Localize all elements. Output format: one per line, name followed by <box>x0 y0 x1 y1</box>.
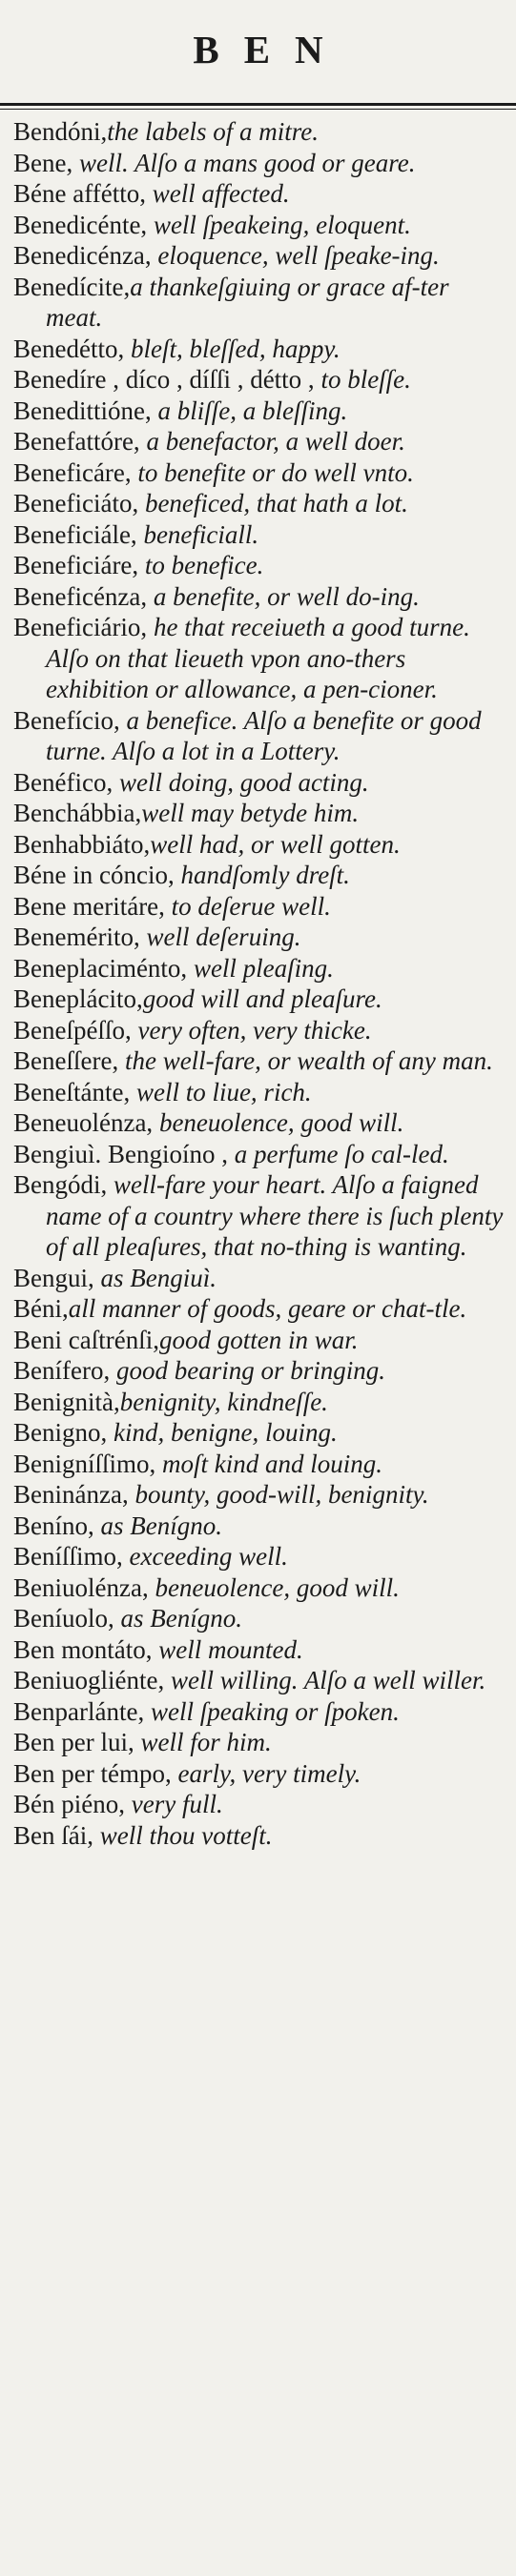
entry-definition: benignity, kindneſſe. <box>119 1387 328 1416</box>
dictionary-entry <box>0 1479 516 1511</box>
entry-definition: a benefice. Alſo a benefite or good turne. Alſo a lot in a Lottery. <box>46 705 482 765</box>
entry-definition: well mounted. <box>158 1634 303 1664</box>
dictionary-entry <box>0 364 516 396</box>
entry-headword: Benífero, <box>13 1356 116 1385</box>
entry-definition: to deſerue well. <box>171 891 331 921</box>
entry-definition: a benefite, or well do-ing. <box>153 581 420 611</box>
dictionary-entry <box>0 860 516 891</box>
entry-headword: Beneficáre, <box>13 457 138 487</box>
entry-definition: good bearing or bringing. <box>115 1356 385 1385</box>
entry-definition: well. Alſo a mans good or geare. <box>78 148 416 177</box>
entry-definition: bleſt, bleſſed, happy. <box>130 334 341 363</box>
entry-definition: beneuolence, good will. <box>155 1572 400 1602</box>
dictionary-entry <box>0 798 516 829</box>
entry-definition: beneficiall. <box>143 519 259 549</box>
dictionary-entry <box>0 116 516 148</box>
entry-definition: handſomly dreſt. <box>180 861 350 889</box>
entry-definition: a thankeſgiuing or grace af-ter meat. <box>46 272 449 332</box>
entry-headword: Beneficiále, <box>13 519 144 549</box>
dictionary-entry <box>0 1045 516 1077</box>
entry-definition: well affected. <box>152 179 290 208</box>
entry-headword: Bengui, <box>13 1263 101 1292</box>
dictionary-entry <box>0 1572 516 1604</box>
entry-definition: beneuolence, good will. <box>158 1108 404 1137</box>
entry-headword: Beníno, <box>13 1511 101 1540</box>
entry-headword: Beneplaciménto, <box>13 953 194 983</box>
dictionary-entry <box>0 550 516 581</box>
entry-definition: well pleaſing. <box>193 953 334 983</box>
entry-definition: a perfume ſo cal-led. <box>234 1139 449 1168</box>
entry-definition: well-fare your heart. Alſo a faigned name of a country where there is ſuch plenty of all pleaſures, that no-thing is wanting. <box>46 1170 504 1261</box>
dictionary-entry <box>0 891 516 923</box>
dictionary-entry <box>0 1541 516 1572</box>
dictionary-entry <box>0 1417 516 1449</box>
dictionary-entry <box>0 1139 516 1170</box>
entry-definition: a benefactor, a well doer. <box>146 427 405 456</box>
entry-headword: Bene meritáre, <box>13 891 172 921</box>
entry-definition: to benefice. <box>144 551 264 579</box>
dictionary-entry <box>0 1789 516 1820</box>
entry-definition: the labels of a mitre. <box>107 117 319 146</box>
dictionary-entry <box>0 1293 516 1325</box>
dictionary-entry <box>0 1077 516 1108</box>
dictionary-entry <box>0 1820 516 1852</box>
entry-definition: well to liue, rich. <box>135 1077 312 1106</box>
entry-headword: Benigno, <box>13 1418 114 1447</box>
entry-definition: well had, or well gotten. <box>150 829 401 859</box>
entry-headword: Beneficiáto, <box>13 489 145 517</box>
dictionary-entry <box>0 334 516 365</box>
dictionary-entry <box>0 953 516 984</box>
dictionary-entry <box>0 1727 516 1758</box>
entry-definition: well willing. Alſo a well willer. <box>170 1666 486 1694</box>
entry-definition: all manner of goods, geare or chat-tle. <box>68 1294 467 1323</box>
dictionary-entry <box>0 829 516 861</box>
entry-headword: Béni, <box>13 1294 69 1323</box>
entry-definition: beneficed, that hath a lot. <box>144 489 408 517</box>
entry-headword: Benigníſſimo, <box>13 1449 163 1478</box>
dictionary-entry <box>0 396 516 427</box>
entry-headword: Ben ſái, <box>13 1820 100 1850</box>
entry-headword: Beneficénza, <box>13 581 154 611</box>
entry-headword: Beneſtánte, <box>13 1077 136 1106</box>
dictionary-entry <box>0 1665 516 1696</box>
dictionary-entry <box>0 1758 516 1790</box>
dictionary-entry <box>0 1015 516 1046</box>
dictionary-entry <box>0 519 516 551</box>
entry-headword: Bene, <box>13 148 79 177</box>
dictionary-entry <box>0 272 516 334</box>
entry-definition: well deſeruing. <box>146 923 301 951</box>
entry-definition: exceeding well. <box>129 1542 288 1571</box>
dictionary-entry <box>0 1263 516 1294</box>
dictionary-entry <box>0 1449 516 1480</box>
entry-definition: bounty, good-will, benignity. <box>134 1480 429 1509</box>
entry-headword: Benhabbiáto, <box>13 829 151 859</box>
dictionary-entry <box>0 1107 516 1139</box>
entry-definition: as Benígno. <box>120 1604 242 1633</box>
dictionary-entry <box>0 1355 516 1387</box>
entry-definition: very often, very thicke. <box>137 1015 372 1045</box>
entry-definition: eloquence, well ſpeake-ing. <box>157 241 440 270</box>
entry-headword: Benedíre , díco , díſſi , détto , <box>13 365 321 394</box>
dictionary-entry <box>0 240 516 272</box>
entry-definition: well doing, good acting. <box>118 767 369 797</box>
entry-definition: very full. <box>131 1790 223 1818</box>
entry-headword: Ben per lui, <box>13 1728 141 1756</box>
dictionary-entry <box>0 767 516 799</box>
page-header: BEN <box>193 28 348 71</box>
entry-headword: Benchábbia, <box>13 799 142 827</box>
entry-definition: well ſpeaking or ſpoken. <box>150 1696 400 1726</box>
dictionary-entry <box>0 1634 516 1666</box>
entry-headword: Benefattóre, <box>13 427 147 456</box>
entry-definition: kind, benigne, louing. <box>114 1418 338 1447</box>
entry-headword: Beni caſtrénſi, <box>13 1325 159 1354</box>
entry-headword: Benefício, <box>13 705 127 735</box>
entry-headword: Benedícite, <box>13 272 131 301</box>
dictionary-entry <box>0 1387 516 1418</box>
entry-headword: Benéfico, <box>13 767 119 797</box>
dictionary-entry <box>0 178 516 210</box>
entry-list <box>0 116 516 1851</box>
entry-headword: Beneſſere, <box>13 1046 125 1075</box>
dictionary-entry <box>0 210 516 241</box>
entry-headword: Bén piéno, <box>13 1790 132 1818</box>
dictionary-entry <box>0 922 516 953</box>
entry-definition: to benefite or do well vnto. <box>137 457 414 487</box>
entry-headword: Beniuogliénte, <box>13 1666 171 1694</box>
dictionary-entry <box>0 705 516 767</box>
header-rule-thin <box>0 109 516 110</box>
entry-definition: good gotten in war. <box>158 1325 359 1354</box>
entry-headword: Benedicénte, <box>13 210 154 239</box>
dictionary-entry <box>0 984 516 1015</box>
entry-definition: moſt kind and louing. <box>162 1449 383 1478</box>
dictionary-entry <box>0 612 516 705</box>
entry-definition: as Benígno. <box>100 1511 222 1540</box>
entry-definition: the well-fare, or wealth of any man. <box>124 1046 493 1075</box>
entry-definition: to bleſſe. <box>320 365 411 394</box>
dictionary-entry <box>0 1603 516 1634</box>
entry-headword: Beneuolénza, <box>13 1108 159 1137</box>
entry-definition: well ſpeakeing, eloquent. <box>153 210 411 239</box>
entry-headword: Beníuolo, <box>13 1604 121 1633</box>
dictionary-entry <box>0 581 516 613</box>
entry-headword: Bengiuì. Bengioíno , <box>13 1139 235 1168</box>
dictionary-entry <box>0 1169 516 1263</box>
entry-definition: early, very timely. <box>177 1758 361 1788</box>
entry-headword: Béne affétto, <box>13 179 153 208</box>
entry-definition: he that receiueth a good turne. Alſo on that lieueth vpon ano-thers exhibition or allowance, a pen-cioner. <box>46 613 470 703</box>
dictionary-entry <box>0 148 516 179</box>
entry-headword: Benignità, <box>13 1387 120 1416</box>
entry-headword: Benemérito, <box>13 923 147 951</box>
dictionary-entry <box>0 1511 516 1542</box>
dictionary-entry <box>0 488 516 519</box>
entry-headword: Beneficiáre, <box>13 551 145 579</box>
entry-definition: well thou votteſt. <box>99 1820 273 1850</box>
entry-definition: well for him. <box>140 1728 272 1756</box>
entry-headword: Ben per témpo, <box>13 1758 178 1788</box>
dictionary-entry <box>0 426 516 457</box>
entry-headword: Beneſpéſſo, <box>13 1015 138 1045</box>
entry-headword: Béne in cóncio, <box>13 861 181 889</box>
entry-headword: Beneplácito, <box>13 984 143 1013</box>
entry-headword: Benparlánte, <box>13 1696 151 1726</box>
header-rule-thick <box>0 103 516 106</box>
entry-headword: Beníſſimo, <box>13 1542 130 1571</box>
entry-headword: Beneficiário, <box>13 613 154 641</box>
entry-headword: Beninánza, <box>13 1480 135 1509</box>
dictionary-entry <box>0 1325 516 1356</box>
entry-definition: well may betyde him. <box>141 799 360 827</box>
entry-definition: good will and pleaſure. <box>142 984 382 1013</box>
dictionary-entry <box>0 457 516 489</box>
entry-headword: Benedittióne, <box>13 396 158 425</box>
entry-headword: Bengódi, <box>13 1170 114 1199</box>
entry-headword: Beniuolénza, <box>13 1572 155 1602</box>
entry-definition: a bliſſe, a bleſſing. <box>157 396 348 425</box>
entry-headword: Bendóni, <box>13 117 108 146</box>
entry-definition: as Bengiuì. <box>100 1263 217 1292</box>
entry-headword: Benedicénza, <box>13 241 158 270</box>
dictionary-entry <box>0 1696 516 1728</box>
entry-headword: Ben montáto, <box>13 1634 159 1664</box>
entry-headword: Benedétto, <box>13 334 131 363</box>
